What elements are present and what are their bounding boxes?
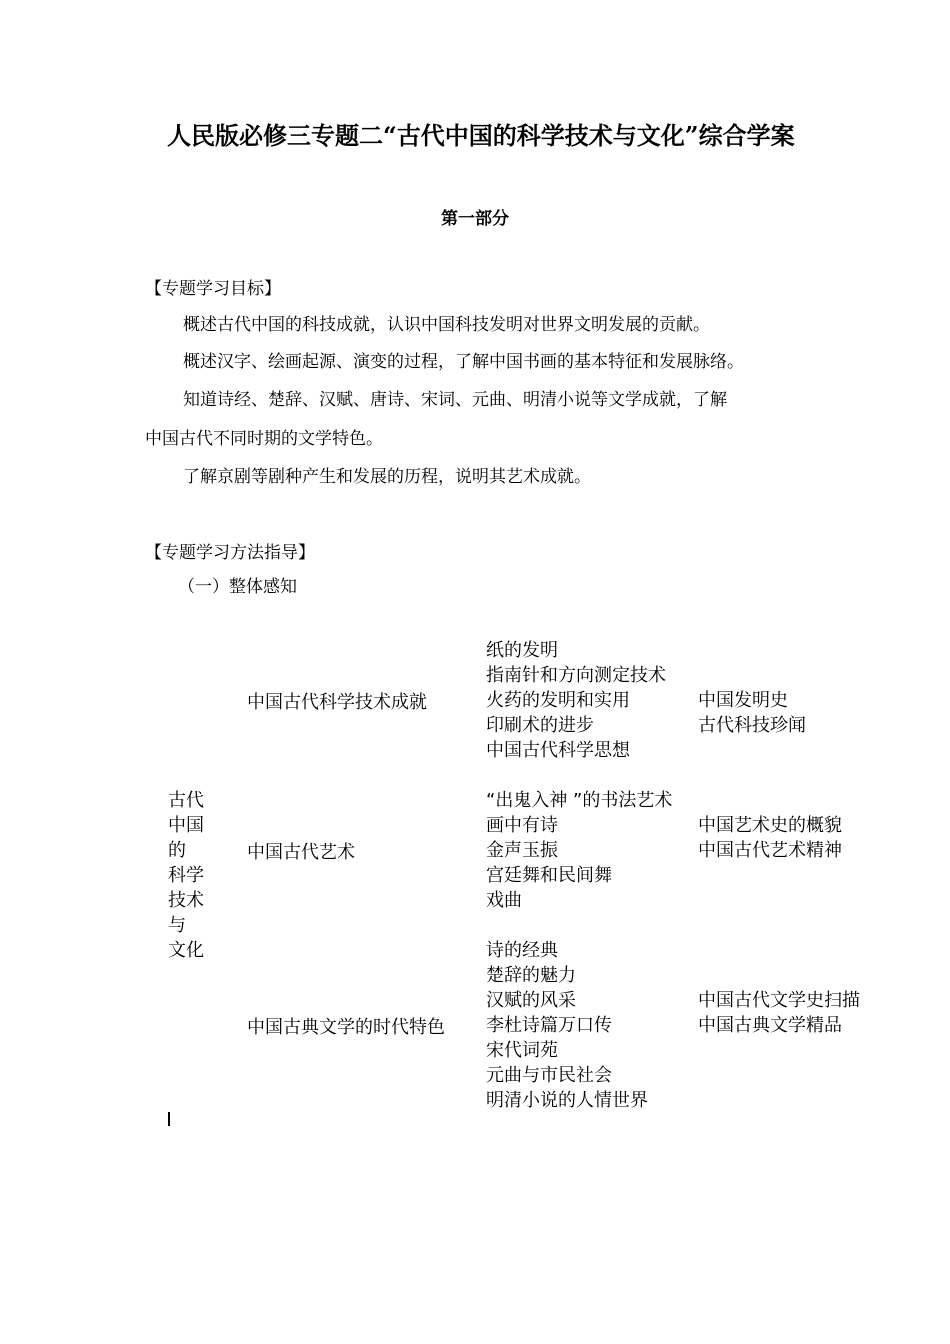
outline-root-line: 古代 [168, 790, 204, 811]
outline-branch-art: 中国古代艺术 [247, 842, 355, 863]
outline-root-line: 中国 [168, 815, 204, 836]
goal-item-3: 知道诗经、楚辞、汉赋、唐诗、宋词、元曲、明清小说等文学成就，了解 [183, 390, 727, 410]
outline-item: 元曲与市民社会 [486, 1065, 612, 1086]
outline-branch-science: 中国古代科学技术成就 [247, 692, 427, 713]
outline-note: 中国古代艺术精神 [698, 840, 842, 861]
outline-item: 中国古代科学思想 [486, 740, 630, 761]
outline-note: 中国古典文学精品 [698, 1015, 842, 1036]
outline-items-literature [486, 938, 648, 1113]
goals-heading: 【专题学习目标】 [145, 279, 281, 299]
outline-notes-literature [698, 988, 860, 1038]
text-cursor-mark [168, 1112, 170, 1126]
outline-root-line: 技术 [168, 890, 204, 911]
outline-item: 印刷术的进步 [486, 715, 594, 736]
outline-notes-science [698, 688, 806, 738]
outline-note: 中国古代文学史扫描 [698, 990, 860, 1011]
outline-root-line: 的 [168, 840, 186, 861]
goal-item-2: 概述汉字、绘画起源、演变的过程，了解中国书画的基本特征和发展脉络。 [183, 352, 744, 372]
outline-item: 汉赋的风采 [486, 990, 576, 1011]
outline-root [168, 788, 218, 963]
methods-heading: 【专题学习方法指导】 [145, 543, 315, 563]
goal-item-1: 概述古代中国的科技成就，认识中国科技发明对世界文明发展的贡献。 [183, 315, 710, 335]
outline-item: 指南针和方向测定技术 [486, 665, 666, 686]
outline-note: 古代科技珍闻 [698, 715, 806, 736]
outline-item: 明清小说的人情世界 [486, 1090, 648, 1111]
document-title: 人民版必修三专题二“古代中国的科学技术与文化”综合学案 [167, 121, 795, 150]
outline-item: 楚辞的魅力 [486, 965, 576, 986]
outline-item: 金声玉振 [486, 840, 558, 861]
methods-subheading: （一）整体感知 [178, 577, 297, 597]
outline-root-line: 与 [168, 915, 186, 936]
outline-item: 李杜诗篇万口传 [486, 1015, 612, 1036]
outline-root-line: 文化 [168, 940, 204, 961]
outline-items-art [486, 788, 672, 913]
outline-branch-literature: 中国古典文学的时代特色 [247, 1017, 445, 1038]
outline-item: 诗的经典 [486, 940, 558, 961]
part-heading: 第一部分 [441, 209, 509, 229]
outline-items-science [486, 638, 666, 763]
outline-notes-art [698, 813, 842, 863]
outline-item: 戏曲 [486, 890, 522, 911]
outline-item: 宫廷舞和民间舞 [486, 865, 612, 886]
outline-item: 宋代词苑 [486, 1040, 558, 1061]
outline-root-line: 科学 [168, 865, 204, 886]
goal-item-3-continued: 中国古代不同时期的文学特色。 [145, 429, 383, 449]
outline-item: “出鬼入神 ”的书法艺术 [486, 790, 673, 811]
outline-item: 火药的发明和实用 [486, 690, 630, 711]
outline-note: 中国发明史 [698, 690, 788, 711]
outline-item: 画中有诗 [486, 815, 558, 836]
outline-item: 纸的发明 [486, 640, 558, 661]
goal-item-4: 了解京剧等剧种产生和发展的历程，说明其艺术成就。 [183, 467, 591, 487]
outline-note: 中国艺术史的概貌 [698, 815, 842, 836]
